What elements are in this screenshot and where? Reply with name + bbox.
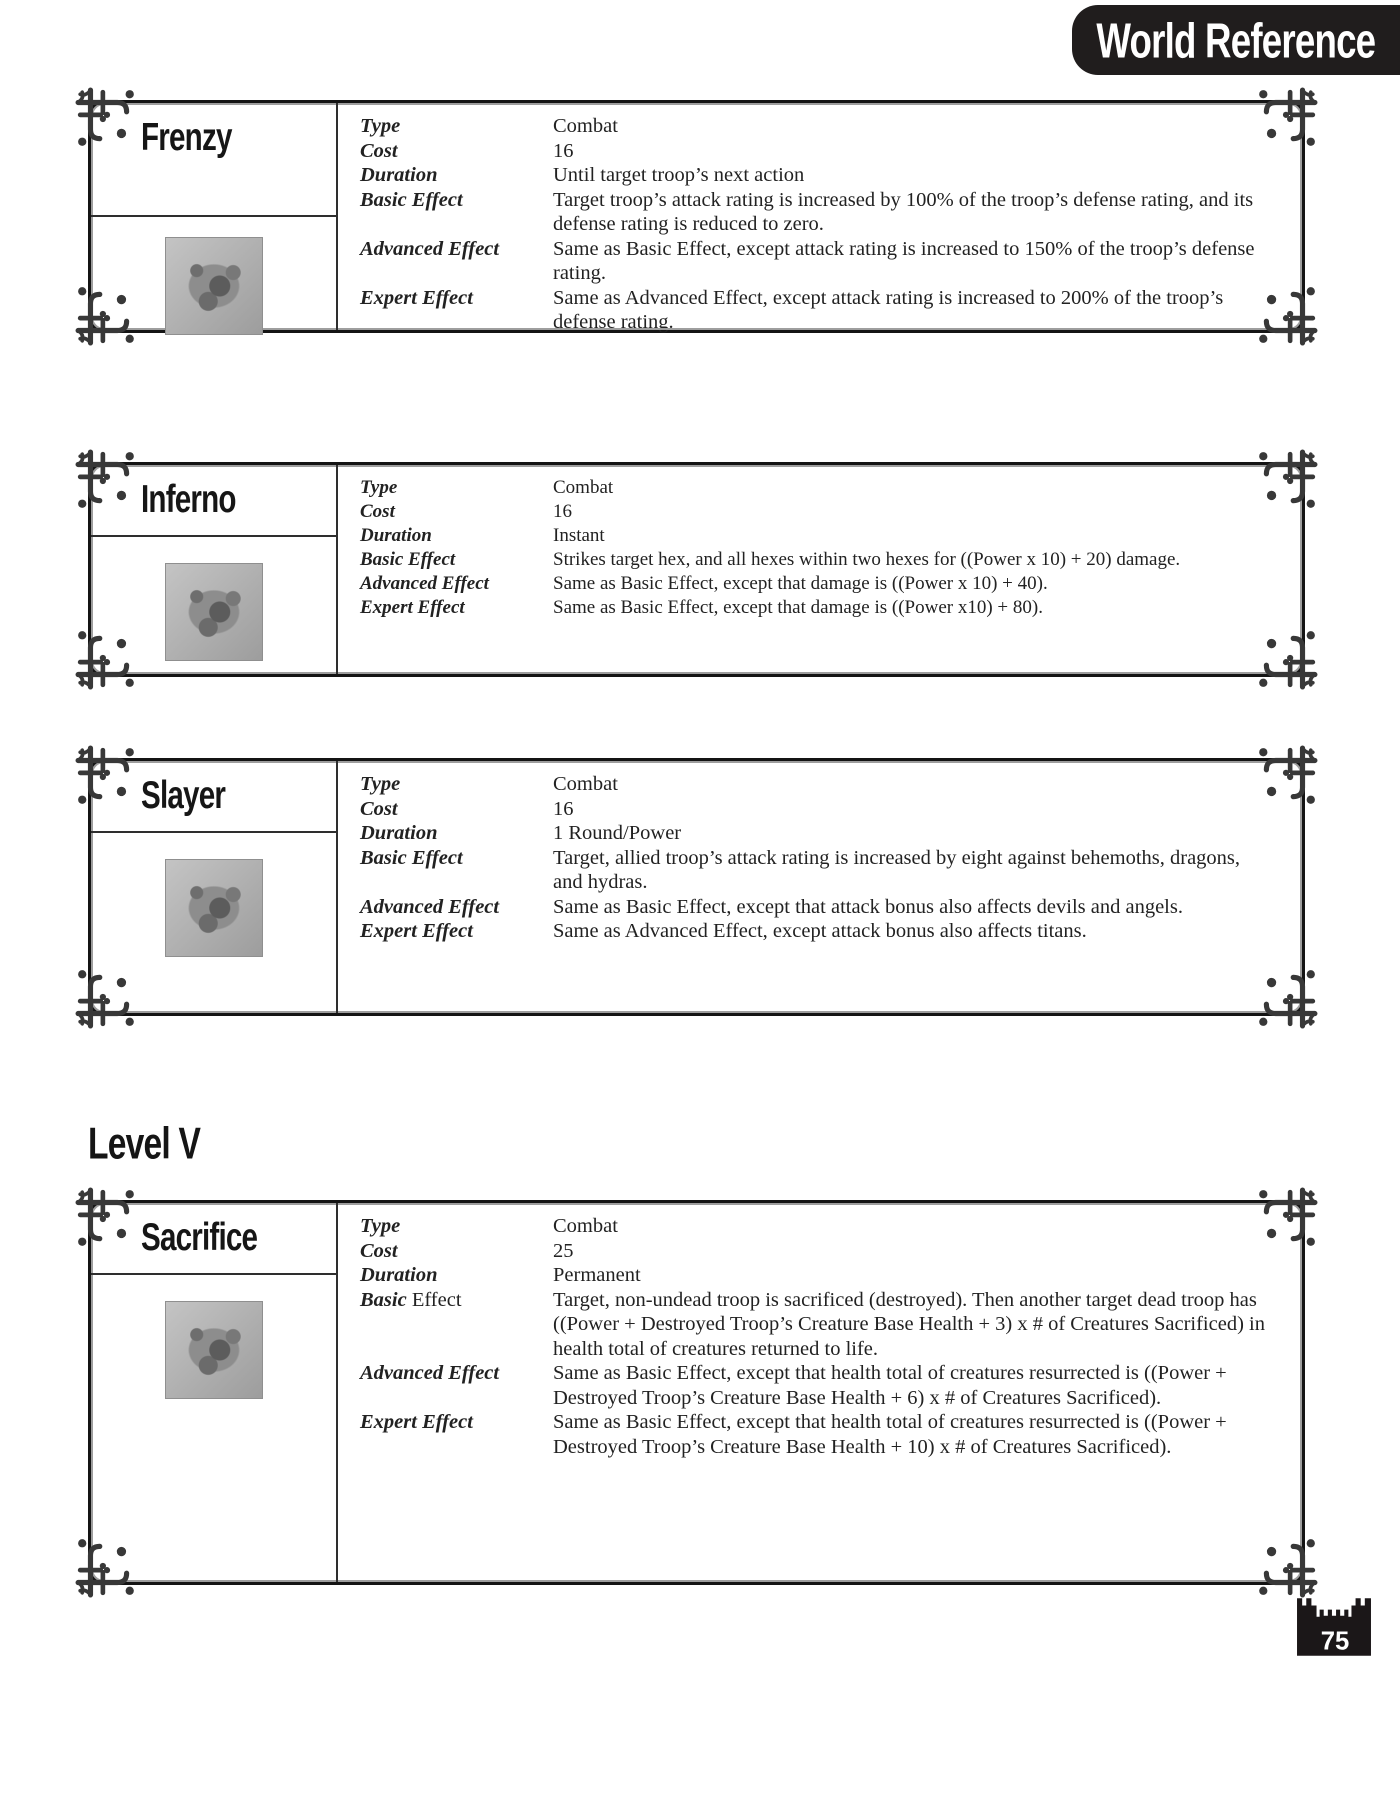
- spell-attribute-row: [360, 524, 1272, 548]
- knot-ornament-icon: [1254, 449, 1318, 513]
- castle-icon: [1296, 1596, 1372, 1656]
- knot-ornament-icon: [1254, 87, 1318, 151]
- spell-attribute-row: [360, 797, 1272, 822]
- slayer-spell-image: [165, 859, 263, 957]
- attribute-label: Expert Effect: [360, 286, 473, 309]
- attribute-value: Combat: [553, 1215, 618, 1237]
- knot-ornament-icon: [75, 626, 139, 690]
- spell-attribute-row: [360, 895, 1272, 920]
- world-reference-tab: [1072, 5, 1400, 75]
- attribute-value: Same as Basic Effect, except that damage is ((Power x10) + 80).: [553, 597, 1043, 618]
- attribute-label: Advanced Effect: [360, 237, 500, 260]
- section-heading-level-v: [88, 1118, 228, 1166]
- inferno-spell-image: [165, 563, 263, 661]
- spell-attribute-row: [360, 772, 1272, 797]
- spell-attribute-row: [360, 114, 1272, 139]
- knot-ornament-icon: [75, 449, 139, 513]
- spell-attribute-row: [360, 1288, 1272, 1362]
- attribute-value: Until target troop’s next action: [553, 164, 805, 186]
- knot-ornament-icon: [1254, 282, 1318, 346]
- knot-ornament-icon: [75, 965, 139, 1029]
- title-divider: [91, 1273, 336, 1275]
- attribute-label: Type: [360, 477, 398, 498]
- spell-attribute-row: [360, 821, 1272, 846]
- attribute-value: Same as Advanced Effect, except attack rating is increased to 200% of the troop’s defense rating.: [553, 286, 1224, 333]
- attribute-label: Advanced Effect: [360, 1362, 500, 1384]
- knot-ornament-icon: [1254, 1187, 1318, 1251]
- knot-ornament-icon: [1254, 626, 1318, 690]
- attribute-value: Target, non-undead troop is sacrificed (destroyed). Then another target dead troop has ((Power + Destroyed Troop’s Creature Base Health + 3) x # of Creatures Sacrificed) in health total of creatures returned to life.: [553, 1288, 1265, 1360]
- attribute-label: Duration: [360, 1264, 438, 1286]
- knot-ornament-icon: [75, 1534, 139, 1598]
- attribute-label: Basic Effect: [360, 1288, 462, 1311]
- spell-name: Inferno: [141, 477, 236, 521]
- attribute-value: Same as Basic Effect, except that attack bonus also affects devils and angels.: [553, 895, 1183, 918]
- attribute-label: Type: [360, 1215, 401, 1237]
- spell-attribute-row: [360, 846, 1272, 895]
- spell-attribute-row: [360, 1263, 1272, 1288]
- title-divider: [91, 831, 336, 833]
- spell-attribute-row: [360, 1410, 1272, 1459]
- spell-attribute-row: [360, 548, 1272, 572]
- attribute-value: Combat: [553, 773, 618, 795]
- attribute-label: Duration: [360, 164, 438, 186]
- spell-attributes: [340, 465, 1302, 620]
- page-number: 75: [1320, 1627, 1350, 1656]
- attribute-label: Cost: [360, 1239, 398, 1262]
- knot-ornament-icon: [1254, 1534, 1318, 1598]
- attribute-label: Basic Effect: [360, 846, 463, 869]
- spell-attribute-row: [360, 188, 1272, 237]
- spell-attribute-row: [360, 286, 1272, 335]
- attribute-value: 16: [553, 501, 572, 522]
- attribute-label: Cost: [360, 139, 398, 162]
- knot-ornament-icon: [75, 745, 139, 809]
- attribute-label: Expert Effect: [360, 597, 465, 618]
- attribute-value: 16: [553, 139, 574, 162]
- attribute-value: Target troop’s attack rating is increased by 100% of the troop’s defense rating, and its defense rating is reduced to zero.: [553, 188, 1254, 235]
- attribute-value: Same as Advanced Effect, except attack bonus also affects titans.: [553, 920, 1087, 942]
- spell-card-frenzy: [88, 100, 1305, 333]
- attribute-value: Strikes target hex, and all hexes within two hexes for ((Power x 10) + 20) damage.: [553, 549, 1181, 570]
- spell-attributes: [340, 761, 1302, 944]
- attribute-label: Basic Effect: [360, 188, 463, 211]
- attribute-label: Expert Effect: [360, 920, 473, 942]
- spell-attribute-row: [360, 572, 1272, 596]
- attribute-value: Same as Basic Effect, except that damage is ((Power x 10) + 40).: [553, 573, 1048, 594]
- attribute-label: Type: [360, 115, 401, 137]
- page-title: World Reference: [1096, 12, 1376, 68]
- attribute-value: Same as Basic Effect, except that health total of creatures resurrected is ((Power + Destroyed Troop’s Creature Base Health + 10) x # of Creatures Sacrificed).: [553, 1411, 1227, 1458]
- attribute-value: Instant: [553, 525, 605, 546]
- attribute-value: Permanent: [553, 1264, 641, 1286]
- spell-card-sacrifice: [88, 1200, 1305, 1585]
- attribute-value: 16: [553, 797, 574, 820]
- attribute-label: Duration: [360, 822, 438, 844]
- knot-ornament-icon: [75, 282, 139, 346]
- title-divider: [91, 535, 336, 537]
- attribute-value: Target, allied troop’s attack rating is increased by eight against behemoths, dragons, and hydras.: [553, 846, 1241, 893]
- spell-card-inferno: [88, 462, 1305, 677]
- spell-attribute-row: [360, 1239, 1272, 1264]
- card-left-column: [91, 1203, 338, 1582]
- spell-attribute-row: [360, 237, 1272, 286]
- attribute-value: Same as Basic Effect, except that health total of creatures resurrected is ((Power + Destroyed Troop’s Creature Base Health + 6) x # of Creatures Sacrificed).: [553, 1362, 1227, 1409]
- attribute-label: Type: [360, 773, 401, 795]
- page-marker: [1296, 1596, 1372, 1656]
- spell-attribute-row: [360, 163, 1272, 188]
- spell-attribute-row: [360, 1214, 1272, 1239]
- attribute-label: Basic Effect: [360, 549, 456, 570]
- attribute-label: Cost: [360, 797, 398, 820]
- section-heading-text: Level V: [88, 1118, 201, 1168]
- spell-name: Frenzy: [141, 115, 232, 159]
- knot-ornament-icon: [75, 87, 139, 151]
- spell-name: Slayer: [141, 773, 226, 817]
- frenzy-spell-image: [165, 237, 263, 335]
- spell-attribute-row: [360, 139, 1272, 164]
- spell-attribute-row: [360, 919, 1272, 944]
- spell-attribute-row: [360, 1361, 1272, 1410]
- attribute-label: Duration: [360, 525, 432, 546]
- knot-ornament-icon: [1254, 745, 1318, 809]
- sacrifice-spell-image: [165, 1301, 263, 1399]
- spell-attribute-row: [360, 476, 1272, 500]
- attribute-label: Advanced Effect: [360, 895, 500, 918]
- spell-attribute-row: [360, 500, 1272, 524]
- knot-ornament-icon: [75, 1187, 139, 1251]
- attribute-value: Same as Basic Effect, except attack rating is increased to 150% of the troop’s defense rating.: [553, 237, 1255, 284]
- spell-attributes: [340, 1203, 1302, 1459]
- attribute-label: Cost: [360, 501, 395, 522]
- spell-attribute-row: [360, 596, 1272, 620]
- attribute-value: Combat: [553, 477, 614, 498]
- knot-ornament-icon: [1254, 965, 1318, 1029]
- spell-card-slayer: [88, 758, 1305, 1016]
- attribute-label: Expert Effect: [360, 1411, 473, 1433]
- attribute-label: Advanced Effect: [360, 573, 489, 594]
- attribute-value: 25: [553, 1239, 574, 1262]
- spell-name: Sacrifice: [141, 1215, 258, 1259]
- spell-attributes: [340, 103, 1302, 335]
- attribute-value: Combat: [553, 115, 618, 137]
- title-divider: [91, 215, 336, 217]
- attribute-value: 1 Round/Power: [553, 822, 682, 844]
